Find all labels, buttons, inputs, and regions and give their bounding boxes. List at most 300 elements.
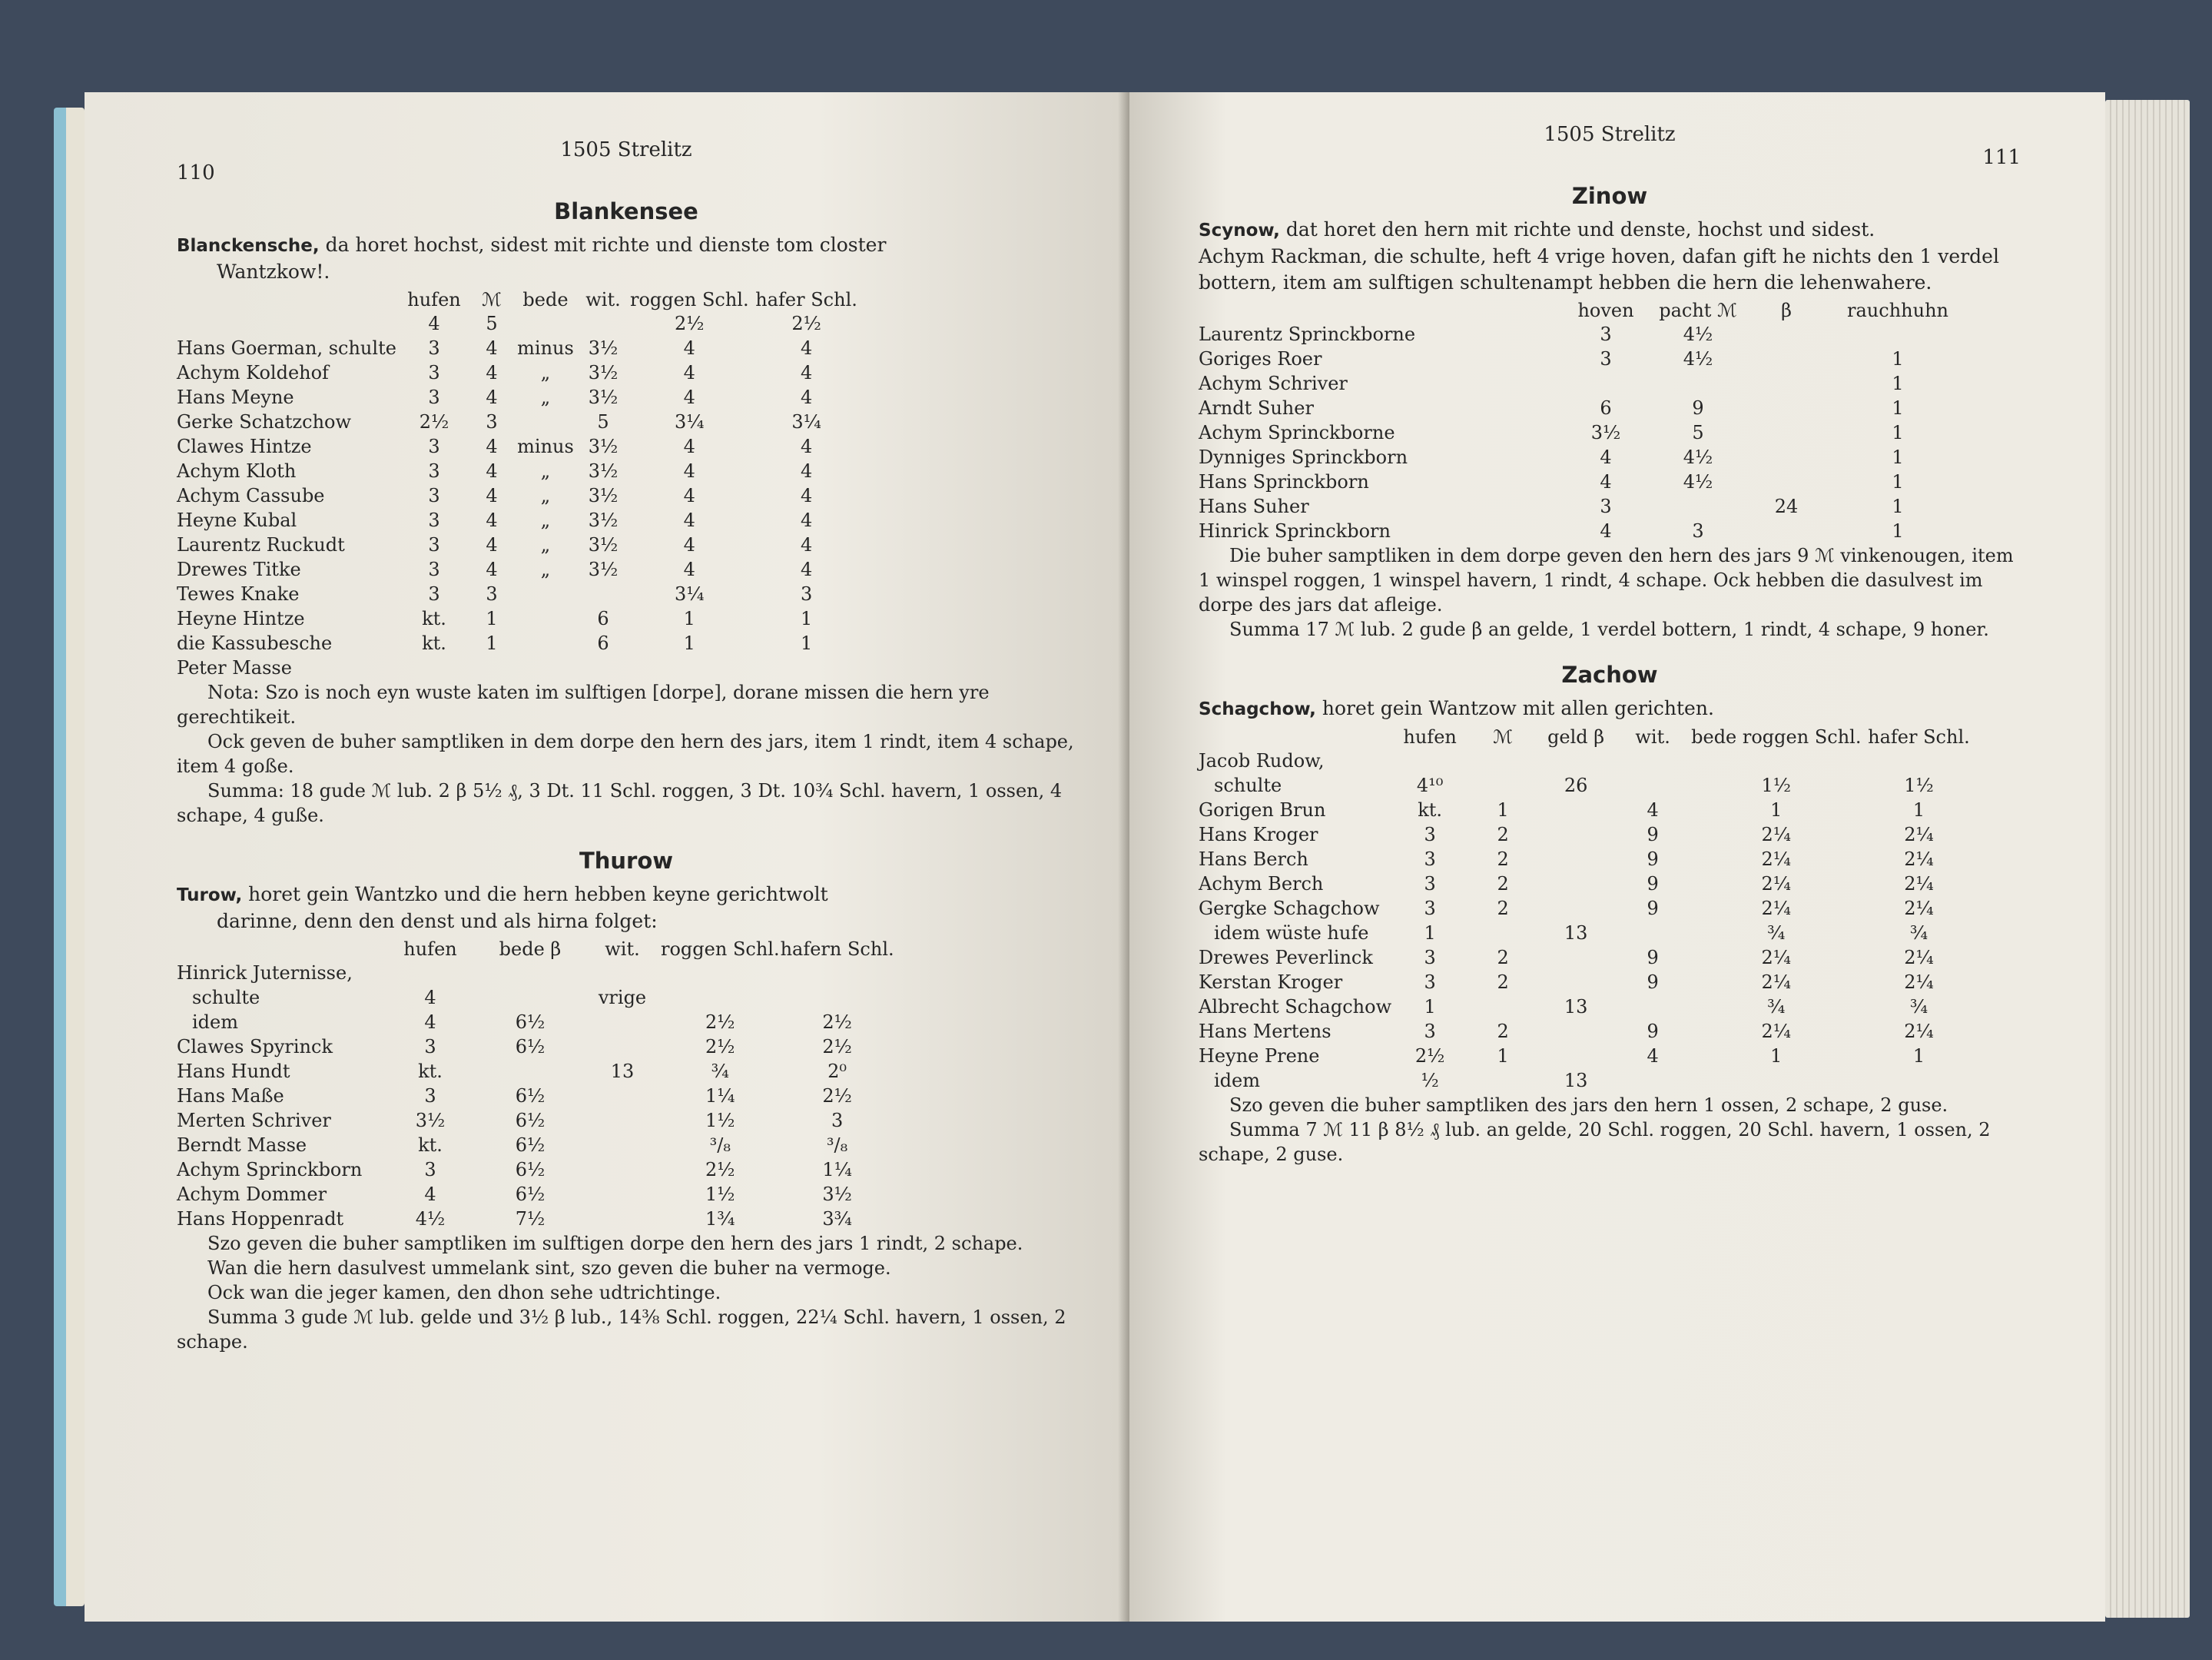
value-cell: 1¼ [705,1085,735,1107]
intro-text: da horet hochst, sidest mit richte und dienste tom closter [325,234,887,256]
value-cell: 3 [424,1036,436,1057]
column-header: β [1781,300,1792,321]
value-cell [1537,872,1614,896]
value-cell: 4 [1600,520,1612,542]
value-cell: 2¼ [1761,873,1792,895]
value-cell: 4 [683,337,695,359]
person-name-cell: Hinrick Juternisse, [177,962,353,984]
value-cell [1560,371,1652,396]
value-cell [584,1207,661,1231]
value-cell: 1 [683,608,695,629]
value-cell: 3 [486,583,498,605]
table-row [1199,921,1976,945]
value-cell: ¾ [711,1061,729,1082]
person-name-cell: Clawes Hintze [177,436,312,457]
value-cell [1614,994,1691,1019]
person-name-cell: Albrecht Schagchow [1199,996,1392,1018]
table-row [177,1010,895,1034]
value-cell [476,985,584,1010]
value-cell: 3 [428,460,440,482]
value-cell [584,1034,661,1059]
person-name-cell: Achym Cassube [177,485,325,506]
person-name-cell: Gerke Schatzchow [177,411,352,433]
value-cell [1861,1068,1976,1093]
person-name-cell: schulte [192,987,260,1008]
value-cell: 4 [800,387,813,408]
table-row [1199,847,1976,872]
value-cell: 9 [1647,848,1659,870]
section-zachow [1199,662,2021,1167]
value-cell: 4 [800,559,813,580]
value-cell: 3 [428,362,440,383]
value-cell [1691,749,1861,773]
value-cell [780,985,895,1010]
table-row [1199,798,1976,822]
value-cell: ³/₈ [826,1134,848,1156]
value-cell: 4 [1600,447,1612,468]
value-cell: 1 [1892,397,1904,419]
value-cell: 3½ [588,436,618,457]
value-cell: 2 [1497,898,1509,919]
intro-place-name: Blanckensche, [177,236,320,256]
person-name-cell: Laurentz Sprinckborne [1199,324,1416,345]
person-name-cell: Peter Masse [177,657,292,679]
value-cell: 1 [1892,373,1904,394]
person-name-cell: Clawes Spyrinck [177,1036,333,1057]
person-name-cell: Hans Maße [177,1085,284,1107]
value-cell [1614,1068,1691,1093]
table-header-row [1199,299,1967,322]
person-name-cell: Arndt Suher [1199,397,1314,419]
value-cell: 2¼ [1761,971,1792,993]
column-header: hufen [407,289,461,310]
value-cell [476,1059,584,1084]
table-row [177,985,895,1010]
value-cell: 3 [1692,520,1704,542]
section-notes [177,680,1076,828]
person-name-cell: Drewes Peverlinck [1199,947,1373,968]
table-row [1199,970,1976,994]
value-cell: 6½ [515,1159,546,1180]
value-cell: 3 [1424,1021,1436,1042]
value-cell: 9 [1647,971,1659,993]
value-cell [584,1010,661,1034]
value-cell [1468,994,1537,1019]
person-name-cell: Achym Koldehof [177,362,329,383]
value-cell: 1 [1912,1045,1925,1067]
value-cell: kt. [1418,799,1443,821]
person-name-cell: Hans Goerman, schulte [177,337,396,359]
value-cell: 1 [1892,422,1904,443]
value-cell: 4 [428,313,440,334]
table-row [1199,896,1976,921]
value-cell: 6 [597,608,609,629]
table-row [177,410,864,434]
table-row [1199,1019,1976,1044]
value-cell: kt. [422,632,446,654]
person-name-cell: Achym Dommer [177,1184,327,1205]
intro-text: horet gein Wantzow mit allen gerichten. [1322,697,1714,719]
column-header [1199,725,1391,749]
column-header: ℳ [1493,726,1513,748]
value-cell: 4 [683,436,695,457]
value-cell: 3 [1424,947,1436,968]
value-cell: 2½ [822,1036,852,1057]
column-header: hafer Schl. [1868,726,1970,748]
levy-table [177,288,864,680]
value-cell: 4 [486,337,498,359]
value-cell: 4 [486,436,498,457]
value-cell: 4¹⁰ [1416,775,1444,796]
intro-place-name: Schagchow, [1199,699,1316,719]
section-intro [1199,217,2021,296]
table-row [177,606,864,631]
value-cell [1861,749,1976,773]
value-cell: 1 [486,632,498,654]
value-cell: kt. [418,1061,443,1082]
value-cell [1614,921,1691,945]
value-cell: 3 [1424,824,1436,845]
value-cell [515,410,576,434]
value-cell: 1½ [705,1184,735,1205]
value-cell [1537,970,1614,994]
person-name-cell: Hans Mertens [1199,1021,1332,1042]
value-cell: 1 [1497,1045,1509,1067]
person-name-cell: Achym Berch [1199,873,1324,895]
value-cell: 3 [428,534,440,556]
person-name-cell: Achym Sprinckborn [177,1159,363,1180]
value-cell: 5 [1692,422,1704,443]
value-cell: 4 [486,534,498,556]
value-cell: 2¼ [1761,898,1792,919]
value-cell: 3½ [588,485,618,506]
note-paragraph: Wan die hern dasulvest ummelank sint, szo geven die buher na vermoge. [207,1257,891,1279]
value-cell: 2¼ [1904,824,1934,845]
page-header [1199,123,2021,177]
value-cell: 2¼ [1904,971,1934,993]
section-zinow [1199,183,2021,642]
value-cell: 3¾ [822,1208,852,1230]
value-cell: 3 [428,436,440,457]
value-cell: 3 [1424,971,1436,993]
value-cell: 4 [800,534,813,556]
value-cell [576,656,630,680]
table-row [177,360,864,385]
value-cell [469,656,515,680]
table-row [177,1182,895,1207]
right-page [1129,92,2105,1622]
value-cell: 1 [800,632,813,654]
person-name-cell: Hinrick Sprinckborn [1199,520,1391,542]
value-cell: 4 [683,510,695,531]
value-cell [584,1133,661,1157]
value-cell: 2½ [419,411,449,433]
value-cell: 6½ [515,1184,546,1205]
value-cell [1537,896,1614,921]
value-cell: 3½ [588,337,618,359]
table-row [177,961,895,985]
person-name-cell: Gergke Schagchow [1199,898,1380,919]
value-cell: 4 [424,1184,436,1205]
note-paragraph: Ock wan die jeger kamen, den dhon sehe udtrichtinge. [207,1282,721,1303]
value-cell: 2¼ [1904,873,1934,895]
section-title: Thurow [579,848,674,874]
note-paragraph: Szo geven die buher samptliken des jars den hern 1 ossen, 2 schape, 2 guse. [1229,1094,1948,1116]
person-name-cell: Achym Sprinckborne [1199,422,1395,443]
value-cell: 4 [1600,471,1612,493]
value-cell: 13 [1564,1070,1588,1091]
table-row [177,1133,895,1157]
section-blankensee [177,198,1076,828]
value-cell: 1 [1892,471,1904,493]
section-title: Zachow [1561,662,1658,688]
value-cell: 6½ [515,1110,546,1131]
table-row [177,1108,895,1133]
column-header: wit. [585,289,621,310]
value-cell [1829,322,1967,347]
value-cell: 2½ [822,1011,852,1033]
column-header: wit. [1635,726,1670,748]
value-cell: 2¼ [1904,898,1934,919]
person-name-cell: Heyne Kubal [177,510,297,531]
table-row [177,1207,895,1231]
value-cell: 6½ [515,1011,546,1033]
column-header: bede [522,289,569,310]
table-row [1199,347,1967,371]
note-paragraph: Die buher samptliken in dem dorpe geven den hern des jars 9 ℳ vinkenougen, item 1 winspel roggen, 1 winspel havern, 1 rindt, 4 schape. Ock hebben die dasulvest im dorpe des jars dat afleige. [1199,545,2014,616]
value-cell: 2¼ [1904,947,1934,968]
value-cell: „ [540,534,551,556]
value-cell: 4 [800,362,813,383]
value-cell: 3 [428,485,440,506]
value-cell: 1½ [705,1110,735,1131]
value-cell [1744,470,1829,494]
value-cell [576,582,630,606]
person-name-cell: idem [192,1011,238,1033]
book-edge-right [2105,100,2190,1618]
value-cell: „ [540,460,551,482]
value-cell [515,311,576,336]
note-paragraph: Summa 17 ℳ lub. 2 gude β an gelde, 1 verdel bottern, 1 rindt, 4 schape, 9 honer. [1229,619,1989,640]
person-name-cell: Hans Meyne [177,387,294,408]
value-cell: 3 [428,387,440,408]
value-cell: 1 [1424,996,1436,1018]
value-cell [1652,371,1744,396]
value-cell: 3 [428,510,440,531]
value-cell: 1 [486,608,498,629]
value-cell [584,1182,661,1207]
value-cell [630,656,749,680]
value-cell: 4 [424,987,436,1008]
value-cell [1744,371,1829,396]
table-header-row [1199,725,1976,749]
value-cell [1744,519,1829,543]
value-cell: 2¼ [1904,848,1934,870]
value-cell: 1 [1770,799,1783,821]
person-name-cell: Jacob Rudow, [1199,750,1325,772]
value-cell: 1¾ [705,1208,735,1230]
value-cell: 1 [683,632,695,654]
column-header: hufen [1403,726,1457,748]
value-cell: 9 [1647,947,1659,968]
value-cell: 6 [1600,397,1612,419]
column-header: roggen Schl. [630,289,749,310]
value-cell: 3½ [588,534,618,556]
value-cell [584,1157,661,1182]
value-cell [1744,396,1829,420]
value-cell: 1 [1497,799,1509,821]
section-intro [1199,696,2021,722]
value-cell: 3 [800,583,813,605]
value-cell [661,961,780,985]
value-cell [1691,1068,1861,1093]
value-cell [515,631,576,656]
section-notes [1199,1093,2021,1167]
value-cell: 2½ [822,1085,852,1107]
value-cell [1537,749,1614,773]
note-paragraph: Szo geven die buher samptliken im sulftigen dorpe den hern des jars 1 rindt, 2 schape. [207,1233,1023,1254]
table-row [177,459,864,483]
person-name-cell: Drewes Titke [177,559,301,580]
note-paragraph: Summa: 18 gude ℳ lub. 2 β 5½ ₰, 3 Dt. 11 Schl. roggen, 3 Dt. 10¾ Schl. havern, 1 ossen, 4 schape, 4 guße. [177,780,1063,826]
value-cell: 2 [1497,848,1509,870]
value-cell: ¾ [1767,996,1786,1018]
value-cell: „ [540,362,551,383]
levy-table [177,938,895,1231]
value-cell [1744,445,1829,470]
column-header: ℳ [482,289,502,310]
value-cell: 3 [1600,496,1612,517]
value-cell: 4½ [1683,348,1713,370]
page-number: 110 [177,161,215,184]
value-cell: 2¼ [1761,824,1792,845]
value-cell: 9 [1647,1021,1659,1042]
value-cell [1537,822,1614,847]
person-name-cell: die Kassubesche [177,632,333,654]
value-cell [476,961,584,985]
person-name-cell: Hans Kroger [1199,824,1318,845]
value-cell: 1½ [1904,775,1934,796]
table-row [177,336,864,360]
person-name-cell: Berndt Masse [177,1134,307,1156]
note-paragraph: Ock geven de buher samptliken in dem dorpe den hern des jars, item 1 rindt, item 4 schape, item 4 goße. [177,731,1074,777]
value-cell: minus [517,337,574,359]
value-cell: 3 [486,411,498,433]
value-cell: 9 [1647,898,1659,919]
column-header: hafern Schl. [780,938,894,960]
table-row [1199,1044,1976,1068]
value-cell: 3¼ [791,411,821,433]
left-page [85,92,1129,1622]
value-cell: 3½ [822,1184,852,1205]
table-row [1199,445,1967,470]
value-cell: minus [517,436,574,457]
column-header [177,288,400,311]
value-cell: 2½ [791,313,821,334]
value-cell: 3 [1424,848,1436,870]
value-cell: ¾ [1767,922,1786,944]
value-cell: 1 [1424,922,1436,944]
table-row [1199,494,1967,519]
value-cell: 3 [1600,324,1612,345]
value-cell: 1 [1892,348,1904,370]
value-cell: 2¼ [1761,947,1792,968]
column-header: hoven [1577,300,1634,321]
value-cell: 3 [424,1159,436,1180]
table-row [1199,822,1976,847]
value-cell: 3 [1424,873,1436,895]
value-cell: 3½ [415,1110,446,1131]
value-cell: 13 [610,1061,635,1082]
value-cell [1537,847,1614,872]
table-row [177,1034,895,1059]
value-cell: 4 [486,387,498,408]
value-cell: 4½ [1683,324,1713,345]
value-cell: 1 [1912,799,1925,821]
section-title: Blankensee [554,198,698,224]
value-cell: 3½ [588,510,618,531]
person-name-cell: Heyne Hintze [177,608,305,629]
value-cell: 9 [1692,397,1704,419]
value-cell: 2¼ [1761,1021,1792,1042]
value-cell: 3½ [1590,422,1621,443]
running-head: 1505 Strelitz [1544,123,1676,146]
value-cell [1537,798,1614,822]
value-cell [584,1084,661,1108]
intro-place-name: Scynow, [1199,221,1280,241]
person-name-cell: Hans Hoppenradt [177,1208,344,1230]
value-cell: 4½ [1683,471,1713,493]
value-cell: 1¼ [822,1159,852,1180]
column-header [177,938,384,961]
value-cell: 24 [1774,496,1799,517]
column-header: hufen [403,938,457,960]
value-cell: 3 [1424,898,1436,919]
table-row [177,508,864,533]
value-cell: ¾ [1909,996,1928,1018]
value-cell: 9 [1647,824,1659,845]
table-row [177,385,864,410]
value-cell: vrige [598,987,647,1008]
value-cell [1652,494,1744,519]
table-row [1199,396,1967,420]
value-cell: kt. [418,1134,443,1156]
value-cell: 6½ [515,1036,546,1057]
value-cell: 4 [1647,1045,1659,1067]
value-cell: 13 [1564,996,1588,1018]
value-cell [400,656,469,680]
section-thurow [177,848,1076,1354]
open-book [54,92,2190,1622]
table-row [177,483,864,508]
table-header-row [177,938,895,961]
column-header: geld β [1547,726,1605,748]
note-paragraph: Summa 7 ℳ 11 β 8½ ₰ lub. an gelde, 20 Schl. roggen, 20 Schl. havern, 1 ossen, 2 schape, 2 guse. [1199,1119,1991,1165]
value-cell: 2 [1497,824,1509,845]
section-notes [177,1231,1076,1354]
value-cell: 3¼ [675,411,705,433]
value-cell: 4 [1647,799,1659,821]
table-row [177,311,864,336]
person-name-cell: Achym Kloth [177,460,297,482]
value-cell: 4 [683,559,695,580]
value-cell: 4 [486,510,498,531]
column-header: wit. [605,938,640,960]
value-cell: ¾ [1909,922,1928,944]
value-cell: 4 [683,460,695,482]
table-row [1199,519,1967,543]
column-header: hafer Schl. [755,289,857,310]
